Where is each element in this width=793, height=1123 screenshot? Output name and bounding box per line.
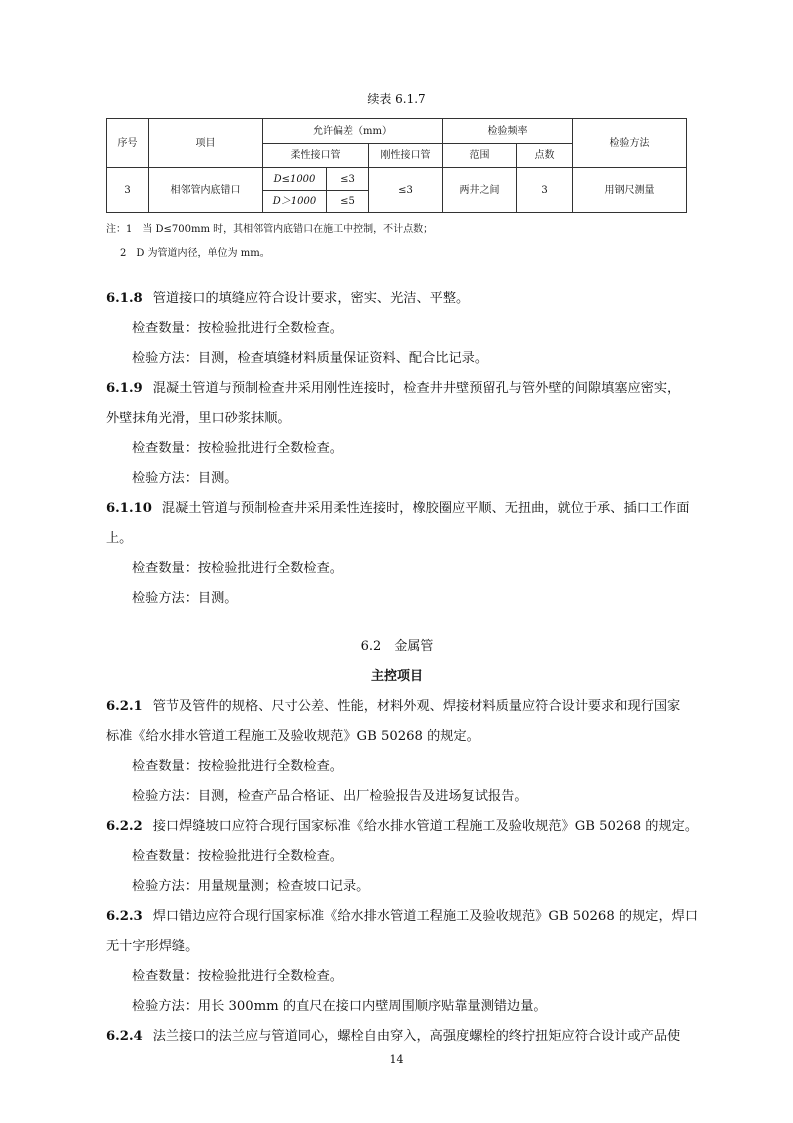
cell-rigid: ≤3: [369, 168, 443, 213]
clause-detail: 检验方法：目测，检查填缝材料质量保证资料、配合比记录。: [132, 351, 489, 366]
header-item: 项目: [149, 119, 263, 168]
clause-detail: 检查数量：按检验批进行全数检查。: [132, 849, 343, 864]
clause-text: 焊口错边应符合现行国家标准《给水排水管道工程施工及验收规范》GB 50268 的规定，焊口: [152, 909, 699, 924]
tolerance-table: [106, 118, 687, 213]
note-1: 注：1 当 D≤700mm 时，其相邻管内底错口在施工中控制，不计点数；: [106, 224, 434, 235]
clause-continuation: 上。: [106, 531, 133, 546]
table-notes: [106, 218, 433, 266]
clause-detail: 检验方法：用长 300mm 的直尺在接口内壁周围顺序贴靠量测错边量。: [132, 999, 547, 1014]
cell-method: 用钢尺测量: [573, 168, 687, 213]
section-title: 6.2 金属管: [360, 639, 434, 654]
clause-continuation: 标准《给水排水管道工程施工及验收规范》GB 50268 的规定。: [106, 729, 480, 744]
cell-cond1: D≤1000: [263, 168, 327, 191]
header-tolerance: 允许偏差（mm）: [263, 119, 443, 144]
clause-number: 6.1.9: [106, 381, 143, 396]
clause-detail: 检查数量：按检验批进行全数检查。: [132, 759, 343, 774]
clause-detail: 检验方法：目测，检查产品合格证、出厂检验报告及进场复试报告。: [132, 789, 528, 804]
clause-6-1-8: [106, 284, 688, 314]
clause-6-2-1: [106, 692, 688, 722]
table-caption: 续表 6.1.7: [367, 92, 426, 106]
clause-detail: 检验方法：用量规量测；检查坡口记录。: [132, 879, 370, 894]
cell-val2: ≤5: [327, 191, 369, 213]
clause-text: 混凝土管道与预制检查井采用柔性连接时，橡胶圈应平顺、无扭曲，就位于承、插口工作面: [161, 501, 690, 516]
clause-text: 管道接口的填缝应符合设计要求，密实、光洁、平整。: [152, 291, 470, 306]
cell-range: 两井之间: [443, 168, 517, 213]
clause-number: 6.1.8: [106, 291, 143, 306]
cell-item: 相邻管内底错口: [149, 168, 263, 213]
header-no: 序号: [107, 119, 149, 168]
clause-detail: 检查数量：按检验批进行全数检查。: [132, 969, 343, 984]
header-flexible: 柔性接口管: [263, 144, 369, 168]
clause-text: 管节及管件的规格、尺寸公差、性能，材料外观、焊接材料质量应符合设计要求和现行国家: [152, 699, 681, 714]
clause-detail: 检验方法：目测。: [132, 591, 238, 606]
header-frequency: 检验频率: [443, 119, 573, 144]
header-method: 检验方法: [573, 119, 687, 168]
clause-6-2-3: [106, 902, 699, 932]
clause-detail: 检查数量：按检验批进行全数检查。: [132, 321, 343, 336]
clause-6-1-10: [106, 494, 688, 524]
clause-number: 6.2.2: [106, 819, 143, 834]
cell-val1: ≤3: [327, 168, 369, 191]
clause-detail: 检验方法：目测。: [132, 471, 238, 486]
clause-text: 法兰接口的法兰应与管道同心，螺栓自由穿入，高强度螺栓的终拧扭矩应符合设计或产品使: [152, 1029, 681, 1044]
clause-6-2-2: [106, 812, 699, 842]
clause-number: 6.2.3: [106, 909, 143, 924]
page-number: 14: [389, 1053, 404, 1066]
clause-text: 混凝土管道与预制检查井采用刚性连接时，检查井井壁预留孔与管外壁的间隙填塞应密实，: [152, 381, 681, 396]
clause-text: 接口焊缝坡口应符合现行国家标准《给水排水管道工程施工及验收规范》GB 50268 的规定。: [152, 819, 699, 834]
clause-6-1-9: [106, 374, 688, 404]
clause-number: 6.2.1: [106, 699, 143, 714]
header-points: 点数: [517, 144, 573, 168]
clauses-6-1: [106, 284, 688, 614]
clause-number: 6.2.4: [106, 1029, 143, 1044]
note-2: 2 D 为管道内径，单位为 mm。: [120, 248, 270, 259]
clause-6-2-4: [106, 1022, 688, 1052]
clause-detail: 检查数量：按检验批进行全数检查。: [132, 441, 343, 456]
clause-number: 6.1.10: [106, 501, 152, 516]
header-range: 范围: [443, 144, 517, 168]
section-subtitle: 主控项目: [370, 669, 423, 684]
clause-detail: 检查数量：按检验批进行全数检查。: [132, 561, 343, 576]
cell-no: 3: [107, 168, 149, 213]
header-rigid: 刚性接口管: [369, 144, 443, 168]
clauses-6-2: [106, 692, 699, 1052]
cell-cond2: D＞1000: [263, 191, 327, 213]
cell-points: 3: [517, 168, 573, 213]
clause-continuation: 外壁抹角光滑，里口砂浆抹顺。: [106, 411, 291, 426]
clause-continuation: 无十字形焊缝。: [106, 939, 199, 954]
body-text: [106, 284, 699, 1052]
